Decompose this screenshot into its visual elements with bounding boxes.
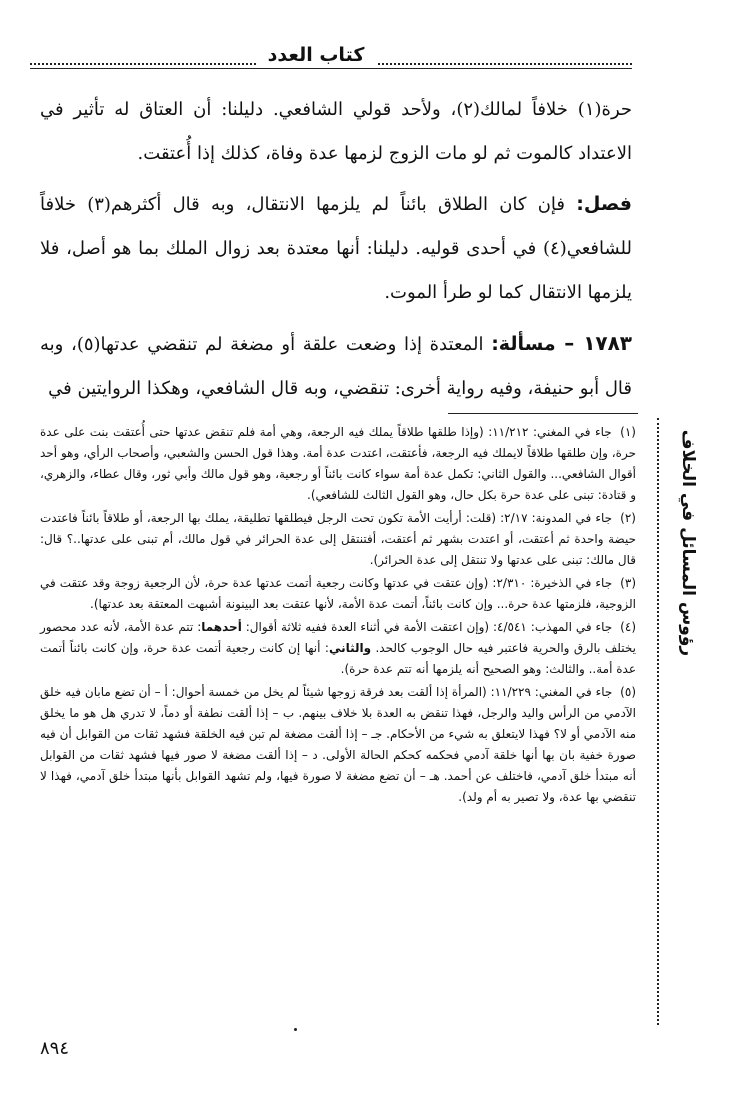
footnote-4-second-label: والثاني [328,641,372,655]
side-title-text: رؤوس المسائل في الخلاف [678,429,698,657]
footnote-1-text: جاء في المغني: ١١/٢١٢: (وإذا طلقها طلاقاً يملك فيه الرجعة، وهي أمة فلم تنقض عدتها حتى أُعتقت بنت على عدة حرة، وإن طلقها طلاقاً لايملك فيه الرجعة، فأعتقت، اعتدت عدة أمة. وهذا قول الحسن والشعبي، وأصحاب الرأي، وهو أحد أقوال الشافعي... والقول الثاني: تكمل عدة أمة سواء كانت بائناً أو رجعية، وهو قول مالك وأبي ثور، وقال عطاء، والزهري، و قتادة: تبنى على عدة حرة بكل حال، وهو القول الثالث للشافعي). [40,425,636,502]
paragraph-2 [40,182,632,315]
paragraph-3-text: المعتدة إذا وضعت علقة أو مضغة لم تنقضي عدتها(٥)، وبه قال أبو حنيفة، وفيه رواية أخرى: تنقضي، وبه قال الشافعي، وهكذا الروايتين في [40,334,632,399]
footnote-separator [448,413,638,414]
issue-number: ١٧٨٣ – [564,331,633,355]
footnote-2 [40,508,636,571]
side-dotted-rule [657,418,659,1025]
footnote-4-number: (٤) [620,620,636,634]
issue-label: مسألة: [491,333,565,355]
footnote-3-number: (٣) [620,576,636,590]
side-running-title [668,418,708,668]
main-body [40,88,632,417]
footnote-5-number: (٥) [620,685,636,699]
footnote-1-number: (١) [620,425,636,439]
footnote-5 [40,682,636,808]
stray-dot [294,1028,297,1031]
page-number: ٨٩٤ [40,1038,70,1059]
footnote-3-text: جاء في الذخيرة: ٢/٣١٠: (وإن عتقت في عدتها وكانت رجعية أتمت عدتها عدة حرة، لأن الرجعية زوجة وقد عتقت في الزوجية، فلزمتها عدة حرة... وإن كانت بائناً، أتمت عدة الأمة، لأنها عتقت بعد البينونة أشبهت المعتقة بعد عدتها). [40,576,636,611]
footnote-4-text-e: : أنها إن كانت رجعية أتمت عدة حرة، وإن كانت بائناً أتمت عدة أمة.. والثالث: وهو الصحيح أنه يلزمها أنه تتم عدة حرة). [40,641,636,676]
footnote-4 [40,617,636,680]
footnote-4-text-c: : تتم عدة الأمة، لأنه عدد محصور يختلف بالرق والحرية فاعتبر فيه حال الوجوب كالحد. [40,620,636,655]
footnote-5-text: جاء في المغني: ١١/٢٢٩: (المرأة إذا ألقت بعد فرقة زوجها شيئاً لم يخل من خمسة أحوال: أ – أن تضع مابان فيه خلق الآدمي من الرأس واليد والرجل، فهذا تنقض به العدة بلا خلاف بينهم. ب – إذا ألقت نطفة أو دماً، لا تدري هل هو ما يخلق منه الآدمي أو لا؟ فهذا لايتعلق به شيء من الأحكام. جـ – إذا ألقت مضغة لم تبن فيه الخلقة فشهد ثقات من القوابل أن فيه صورة خفية بان بها أنها خلقة آدمي فحكمه كحكم الحالة الأولى. د – إذا ألقت مضغة لا صور فيها فشهد ثقات من القوابل أنه مبتدأ خلق آدمي، فاختلف عن أحمد. هـ – أن تضع مضغة لا صورة فيها، ولم تشهد القوابل بأنها مبتدأ خلق آدمي، فهذا لا تنقضي بها عدة، ولا تصير به أم ولد). [40,685,636,804]
footnote-2-text: جاء في المدونة: ٢/١٧: (قلت: أرأيت الأمة تكون تحت الرجل فيطلقها تطليقة، يملك بها الرجعة، أو طلاقاً بائناً فاعتدت حيضة واحدة ثم أعتقت، أو اعتدت بشهر ثم أعتقت، أفتنتقل إلى عدة الحرائر في قول مالك، أم تبنى على عدتها..؟ قال: قال مالك: تبنى على عدتها ولا تنتقل إلى عدة الحرائر). [40,511,636,567]
running-head-title: كتاب العدد [256,44,377,66]
footnote-4-text-a: جاء في المهذب: ٤/٥٤١: (وإن اعتقت الأمة في أثناء العدة ففيه ثلاثة أقوال: [241,620,613,634]
paragraph-2-text: فإن كان الطلاق بائناً لم يلزمها الانتقال، وبه قال أكثرهم(٣) خلافاً للشافعي(٤) في أحدى قوليه. دليلنا: أنها معتدة بعد زوال الملك بما هو أصل، فلا يلزمها الانتقال كما لو طرأ الموت. [40,194,632,303]
footnote-1 [40,422,636,506]
footnote-4-first-label: أحدهما [201,620,242,634]
section-label: فصل: [576,193,633,215]
running-head [0,44,632,66]
paragraph-1: حرة(١) خلافاً لمالك(٢)، ولأحد قولي الشافعي. دليلنا: أن العتاق له تأثير في الاعتداد كالموت ثم لو مات الزوج لزمها عدة وفاة، كذلك إذا أُعتقت. [40,99,632,164]
header-solid-rule [30,68,632,69]
footnote-2-number: (٢) [620,511,636,525]
footnote-3 [40,573,636,615]
paragraph-3 [40,321,632,411]
footnotes [40,422,636,810]
